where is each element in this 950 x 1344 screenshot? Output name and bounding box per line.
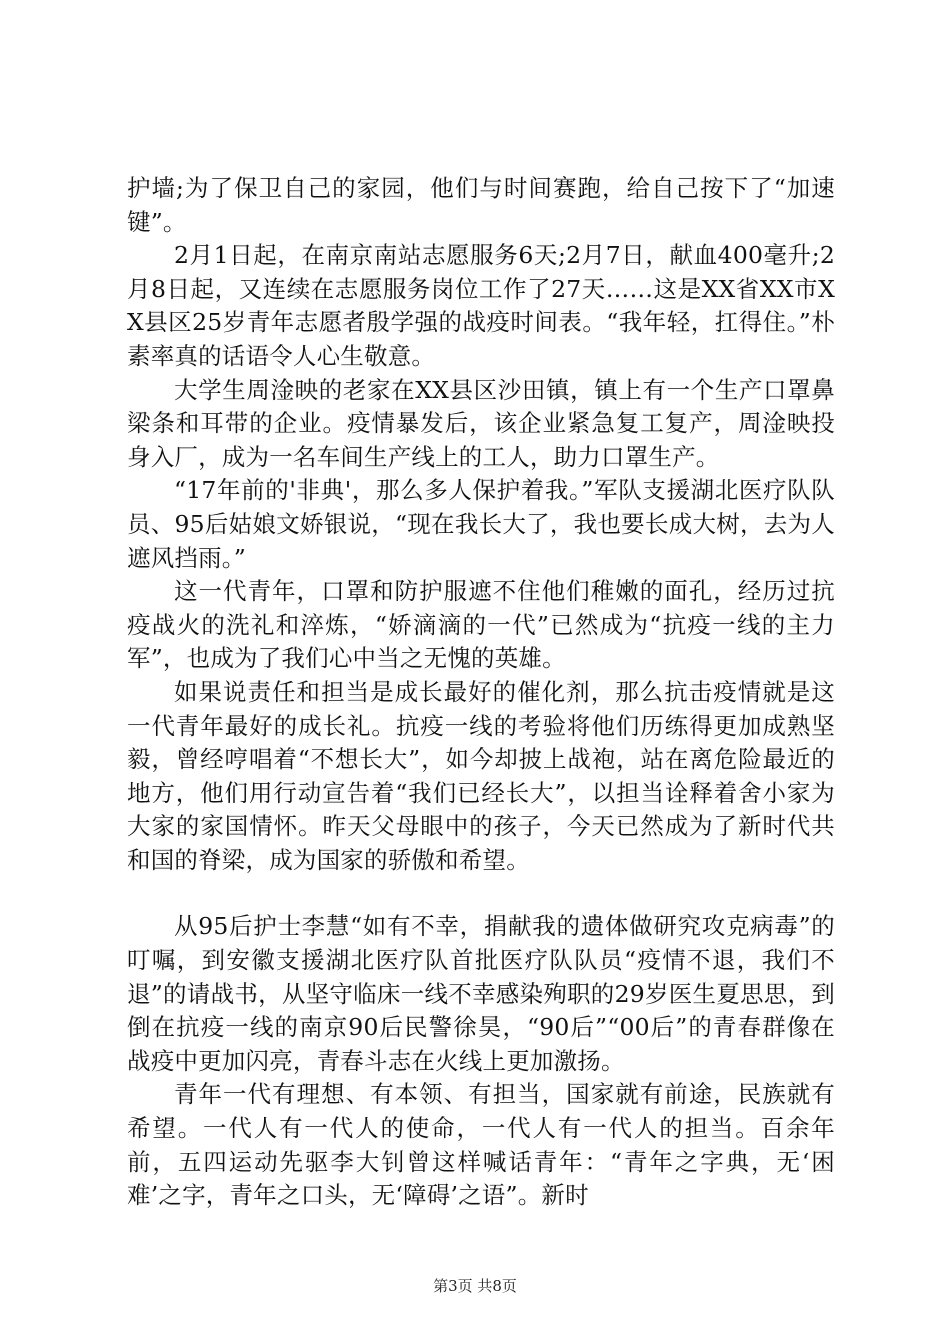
paragraph-spacer bbox=[127, 877, 835, 910]
paragraph: 2月1日起，在南京南站志愿服务6天;2月7日，献血400毫升;2月8日起，又连续在志愿服务岗位工作了27天……这是XX省XX市XX县区25岁青年志愿者殷学强的战疫时间表。“我年轻，扛得住。”朴素率真的话语令人心生敬意。 bbox=[127, 241, 835, 370]
paragraph: 这一代青年，口罩和防护服遮不住他们稚嫩的面孔，经历过抗疫战火的洗礼和淬炼，“娇滴滴的一代”已然成为“抗疫一线的主力军”，也成为了我们心中当之无愧的英雄。 bbox=[127, 577, 835, 673]
paragraph: “17年前的'非典'，那么多人保护着我。”军队支援湖北医疗队队员、95后姑娘文娇银说，“现在我长大了，我也要长成大树，去为人遮风挡雨。” bbox=[127, 476, 835, 572]
paragraph: 青年一代有理想、有本领、有担当，国家就有前途，民族就有希望。一代人有一代人的使命，一代人有一代人的担当。百余年前，五四运动先驱李大钊曾这样喊话青年：“青年之字典，无‘困难’之字，青年之口头，无‘障碍’之语”。新时 bbox=[127, 1080, 835, 1210]
page-footer: 第3页 共8页 bbox=[433, 1277, 517, 1295]
paragraph: 从95后护士李慧“如有不幸，捐献我的遗体做研究攻克病毒”的叮嘱，到安徽支援湖北医疗队首批医疗队队员“疫情不退，我们不退”的请战书，从坚守临床一线不幸感染殉职的29岁医生夏思思，到倒在抗疫一线的南京90后民警徐昊，“90后”“00后”的青春群像在战疫中更加闪亮，青春斗志在火线上更加激扬。 bbox=[127, 912, 835, 1075]
paragraph: 护墙;为了保卫自己的家园，他们与时间赛跑，给自己按下了“加速键”。 bbox=[127, 174, 835, 236]
paragraph: 大学生周淦映的老家在XX县区沙田镇，镇上有一个生产口罩鼻梁条和耳带的企业。疫情暴发后，该企业紧急复工复产，周淦映投身入厂，成为一名车间生产线上的工人，助力口罩生产。 bbox=[127, 375, 835, 471]
document-body bbox=[127, 172, 835, 1213]
paragraph: 如果说责任和担当是成长最好的催化剂，那么抗击疫情就是这一代青年最好的成长礼。抗疫一线的考验将他们历练得更加成熟坚毅，曾经哼唱着“不想长大”，如今却披上战袍，站在离危险最近的地方，他们用行动宣告着“我们已经长大”，以担当诠释着舍小家为大家的家国情怀。昨天父母眼中的孩子，今天已然成为了新时代共和国的脊梁，成为国家的骄傲和希望。 bbox=[127, 677, 835, 874]
